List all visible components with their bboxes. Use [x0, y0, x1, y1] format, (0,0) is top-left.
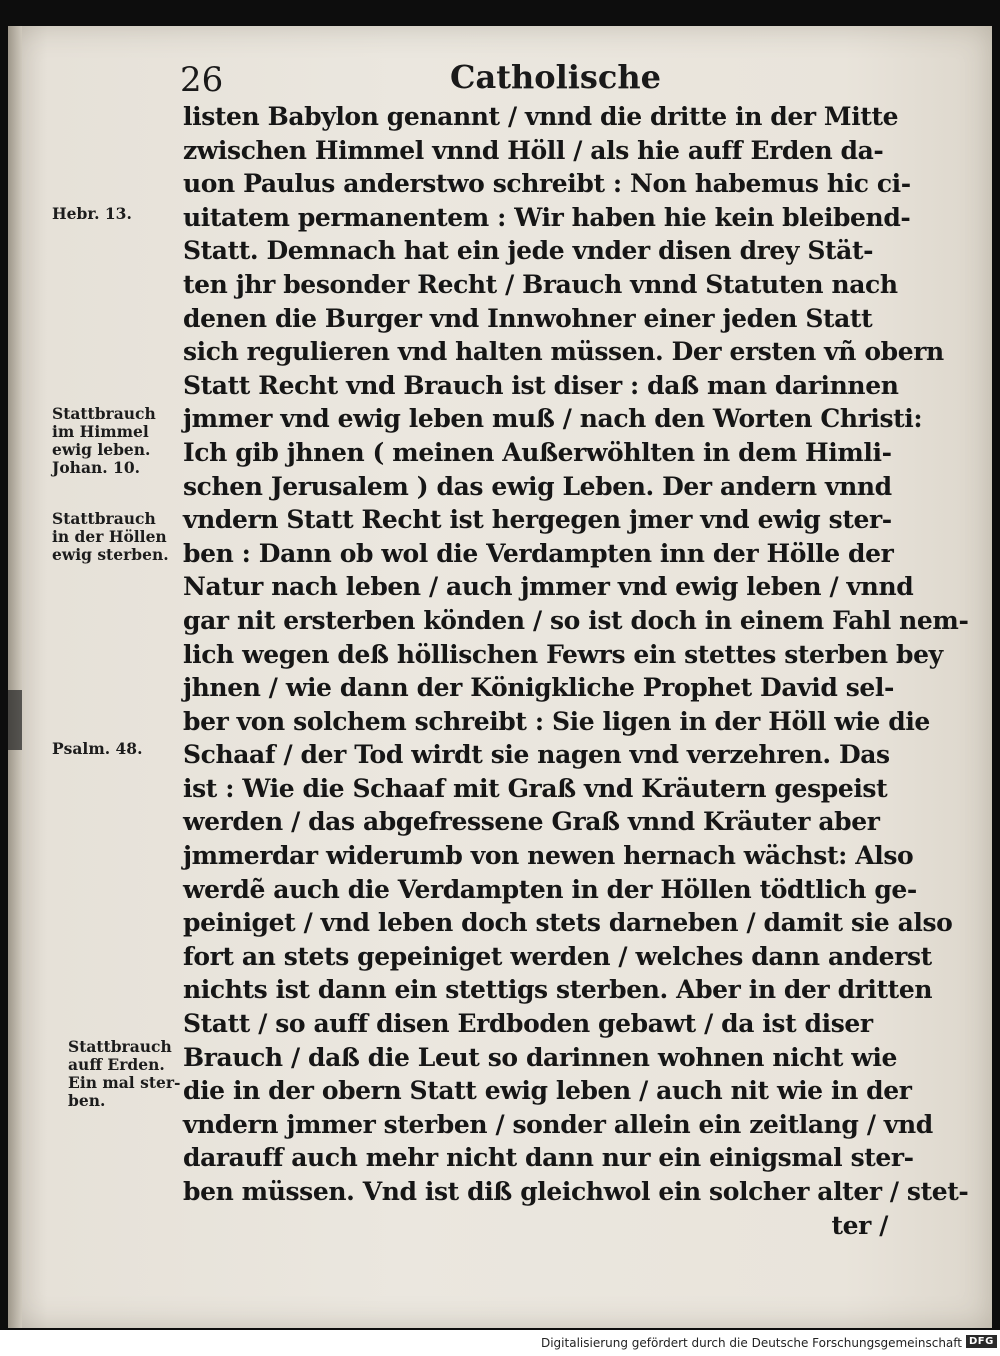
text-line: jhnen / wie dann der Königkliche Prophet David sel-: [183, 673, 894, 703]
text-line: ten jhr besonder Recht / Brauch vnnd Statuten nach: [183, 269, 898, 299]
marginal-note-line: Johan. 10.: [52, 458, 141, 477]
text-line: nichts ist dann ein stettigs sterben. Aber in der dritten: [183, 975, 933, 1005]
marginal-note-line: ewig sterben.: [52, 545, 169, 564]
marginal-note-hoellen: [52, 510, 182, 564]
text-line: Schaaf / der Tod wirdt sie nagen vnd verzehren. Das: [183, 740, 890, 770]
text-line: lich wegen deß höllischen Fewrs ein stettes sterben bey: [183, 639, 943, 669]
marginal-note-line: Stattbrauch: [52, 509, 156, 528]
marginal-note-line: im Himmel: [52, 422, 149, 441]
marginal-note-line: Stattbrauch: [68, 1037, 172, 1056]
marginal-note-line: auff Erden.: [68, 1055, 165, 1074]
text-line: fort an stets gepeiniget werden / welches dann anderst: [183, 941, 932, 971]
text-line: gar nit ersterben könden / so ist doch in einem Fahl nem-: [183, 605, 969, 635]
text-line: vndern jmmer sterben / sonder allein ein zeitlang / vnd: [183, 1109, 933, 1139]
text-line: vndern Statt Recht ist hergegen jmer vnd ewig ster-: [183, 505, 892, 535]
marginal-note-line: ben.: [68, 1091, 106, 1110]
running-head: Catholische: [450, 58, 662, 96]
digitization-credit: Digitalisierung gefördert durch die Deutsche Forschungsgemeinschaft: [540, 1336, 962, 1350]
marginal-note-himmel: [52, 405, 182, 477]
text-line: ist : Wie die Schaaf mit Graß vnd Kräutern gespeist: [183, 773, 888, 803]
page-number: 26: [180, 60, 224, 100]
text-line: Statt. Demnach hat ein jede vnder disen drey Stät-: [183, 236, 874, 266]
text-line: peiniget / vnd leben doch stets darneben / damit sie also: [183, 908, 953, 938]
text-line: jmmer vnd ewig leben muß / nach den Worten Christi:: [183, 404, 923, 434]
text-line: ber von solchem schreibt : Sie ligen in der Höll wie die: [183, 706, 930, 736]
marginal-note-line: Ein mal ster-: [68, 1073, 181, 1092]
text-line: denen die Burger vnd Innwohner einer jeden Statt: [183, 303, 873, 333]
text-line: darauff auch mehr nicht dann nur ein einigsmal ster-: [183, 1143, 914, 1173]
marginal-note-line: in der Höllen: [52, 527, 167, 546]
text-line: Ich gib jhnen ( meinen Außerwöhlten in dem Himli-: [183, 437, 892, 467]
text-line: ben müssen. Vnd ist diß gleichwol ein solcher alter / stet-: [183, 1177, 969, 1206]
marginal-note-line: Stattbrauch: [52, 404, 156, 423]
marginal-note-line: ewig leben.: [52, 440, 151, 459]
marginal-note-erden: [68, 1038, 198, 1110]
text-line: listen Babylon genannt / vnnd die dritte in der Mitte: [183, 102, 899, 131]
marginal-note-psalm: [52, 740, 182, 758]
page-spine-edge: [8, 26, 22, 1328]
text-line: uon Paulus anderstwo schreibt : Non habemus hic ci-: [183, 169, 911, 199]
text-line: sich regulieren vnd halten müssen. Der ersten vñ obern: [183, 337, 944, 367]
text-line: jmmerdar widerumb von newen hernach wächst: Also: [183, 841, 914, 871]
dfg-logo: DFG: [966, 1335, 997, 1348]
text-line: Brauch / daß die Leut so darinnen wohnen nicht wie: [183, 1042, 898, 1072]
text-line: Statt Recht vnd Brauch ist diser : daß man darinnen: [183, 370, 899, 400]
marginal-note-line: Hebr. 13.: [52, 204, 132, 223]
text-line: werden / das abgefressene Graß vnnd Kräuter aber: [183, 807, 880, 837]
body-text: [183, 100, 969, 1242]
text-line: werdẽ auch die Verdampten in der Höllen tödtlich ge-: [183, 874, 917, 904]
text-line: Statt / so auff disen Erdboden gebawt / da ist diser: [183, 1009, 873, 1039]
text-line: Natur nach leben / auch jmmer vnd ewig leben / vnnd: [183, 572, 914, 602]
catchword-line: ter /: [831, 1210, 888, 1240]
marginal-note-line: Psalm. 48.: [52, 739, 143, 758]
edge-stain: [8, 690, 22, 750]
text-line: die in der obern Statt ewig leben / auch nit wie in der: [183, 1076, 912, 1106]
text-line: ben : Dann ob wol die Verdampten inn der Hölle der: [183, 538, 894, 568]
marginal-note-hebr: [52, 205, 182, 223]
text-line: zwischen Himmel vnnd Höll / als hie auff Erden da-: [183, 135, 884, 165]
text-line: schen Jerusalem ) das ewig Leben. Der andern vnnd: [183, 471, 892, 501]
text-line: uitatem permanentem : Wir haben hie kein bleibend-: [183, 202, 911, 232]
